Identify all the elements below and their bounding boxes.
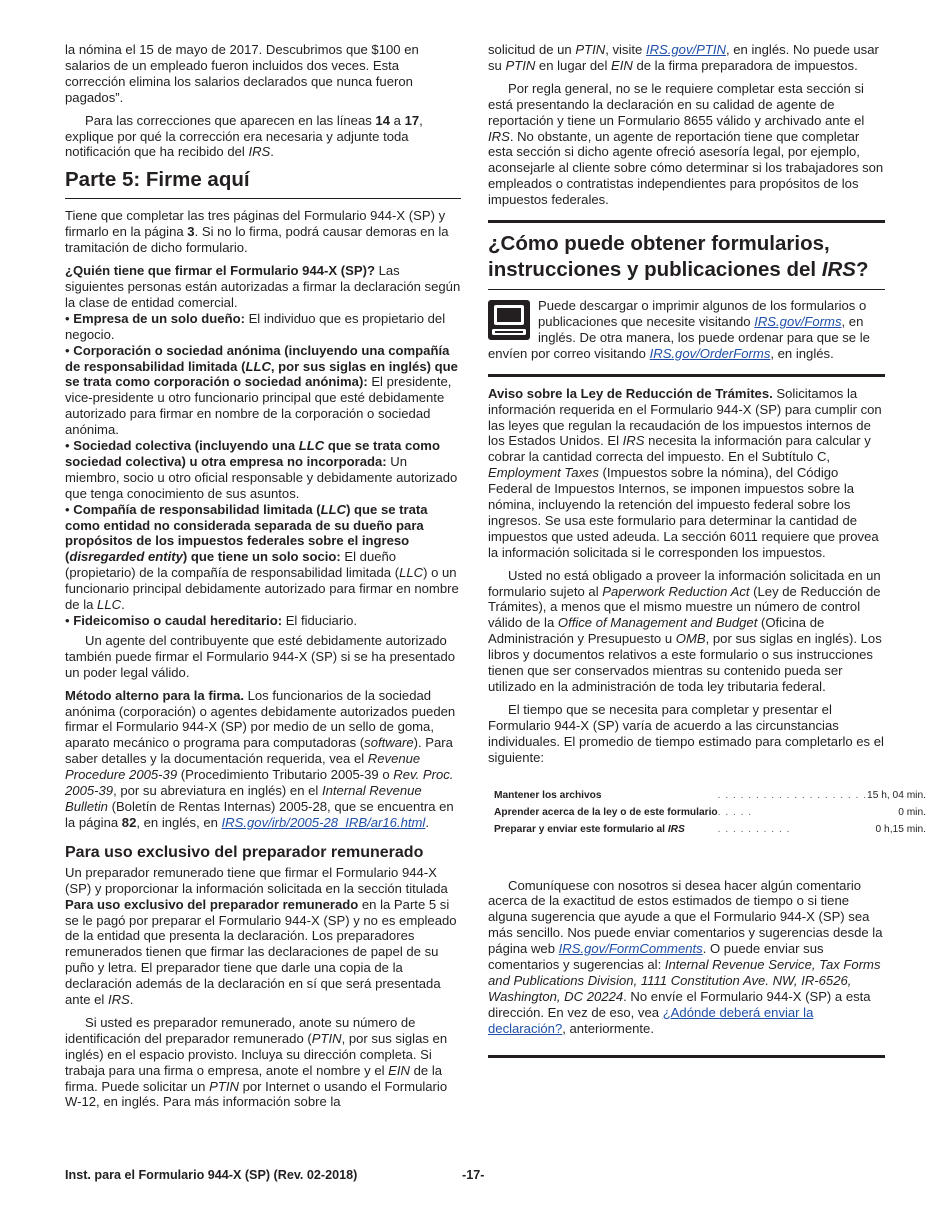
divider (488, 1055, 885, 1058)
footer-form-title: Inst. para el Formulario 944-X (SP) (Rev. 02-2018) (65, 1168, 358, 1182)
page-number: -17- (462, 1168, 485, 1182)
paragraph: Si usted es preparador remunerado, anote su número de identificación del preparador remunerado (PTIN, por sus siglas en inglés) en el espacio provisto. Incluya su dirección completa. Si trabaja para una firma o empresa, anote el nombre y el EIN de la firma. Puede solicitar un PTIN por Internet o usando el Formulario W-12, en inglés. Para más información sobre la (65, 1014, 448, 1110)
paragraph: Para las correcciones que aparecen en las líneas 14 a 17, explique por qué la corrección era necesaria y adjunte toda notificación que ha recibido del IRS. (65, 112, 423, 160)
where-to-file-link[interactable]: ¿Adónde deberá enviar la declaración? (488, 1004, 814, 1036)
divider (488, 374, 885, 377)
paragraph: Un agente del contribuyente que esté debidamente autorizado también puede firmar el Formulario 944-X (SP) si se ha presentado un poder legal válido. (65, 632, 456, 680)
time-estimates-table (494, 787, 926, 838)
time-value: 0 min. (898, 806, 926, 818)
paragraph: Un preparador remunerado tiene que firmar el Formulario 944-X (SP) y proporcionar la información solicitada en la sección titulada Para uso exclusivo del preparador remunerado en la Parte 5 si se le pagó por preparar el Formulario 944-X (SP) y no es empleado de la entidad que presenta la declaración. Los preparadores remunerados tienen que firmar las declaraciones de papel de su puño y letra. El preparador tiene que darle una copia de la declaración además de la declaración en sí que será presentada ante el IRS. (65, 864, 457, 1008)
dot-leader: . . . . . . . . . . . . . . . . . . . . (717, 789, 868, 801)
computer-icon (488, 300, 530, 340)
paragraph: solicitud de un PTIN, visite IRS.gov/PTIN, en inglés. No puede usar su PTIN en lugar del EIN de la firma preparadora de impuestos. (488, 42, 879, 73)
irb-link[interactable]: IRS.gov/irb/2005-28_IRB/ar16.html (221, 814, 426, 830)
paragraph: Método alterno para la firma. Los funcionarios de la sociedad anónima (corporación) o agentes debidamente autorizados pueden firmar el Formulario 944-X (SP) por medio de un sello de goma, aparato mecánico o programa para computadoras (software). Para saber detalles y la documentación requerida, vea el Revenue Procedure 2005-39 (Procedimiento Tributario 2005-39 o Rev. Proc. 2005-39, por su abreviatura en inglés) en el Internal Revenue Bulletin (Boletín de Rentas Internas) 2005-28, que se encuentra en la página 82, en inglés, en IRS.gov/irb/2005-28_IRB/ar16.html. (65, 687, 456, 830)
time-label: Preparar y enviar este formulario al IRS (494, 823, 685, 835)
paragraph: Aviso sobre la Ley de Reducción de Trámites. Solicitamos la información requerida en el Formulario 944-X (SP) para cumplir con las leyes que regulan la recaudación de los impuestos internos de los Estados Unidos. El IRS necesita la información para calcular y cobrar la cantidad correcta del impuesto. En el Subtítulo C, Employment Taxes (Impuestos sobre la nómina), del Código Federal de Impuestos Internos, se imponen impuestos sobre la nómina, incluyendo la retención del impuesto federal sobre los ingresos. Se usa este formulario para determinar la cantidad de impuestos que usted adeuda. La sección 6011 requiere que provea la información solicitada si le corresponden los impuestos. (488, 385, 882, 560)
paragraph: Usted no está obligado a proveer la información solicitada en un formulario sujeto al Paperwork Reduction Act (Ley de Reducción de Trámites), a menos que el mismo muestre un número de control válido de la Office of Management and Budget (Oficina de Administración y Presupuesto u OMB, por sus siglas en inglés). Los libros y documentos relativos a este formulario o sus instrucciones tienen que ser conservados mientras su contenido pueda ser utilizado en la administración de toda ley tributaria federal. (488, 567, 882, 694)
paragraph: Puede descargar o imprimir algunos de los formularios o publicaciones que necesite visitando IRS.gov/Forms, en inglés. De otra manera, los puede ordenar para que se le envíen por correo visitando IRS.gov/OrderForms, en inglés. (488, 298, 870, 361)
table-row (494, 821, 926, 838)
section-heading-preparer: Para uso exclusivo del preparador remunerado (65, 843, 424, 861)
paragraph: ¿Quién tiene que firmar el Formulario 944-X (SP)? Las siguientes personas están autorizadas a firmar la declaración según la clase de entidad comercial. (65, 263, 461, 310)
dot-leader: . . . . . (717, 806, 753, 818)
section-heading-part5: Parte 5: Firme aquí (65, 167, 461, 199)
list-item: • Fideicomiso o caudal hereditario: El fiduciario. (65, 613, 358, 628)
table-row (494, 804, 926, 821)
table-row (494, 787, 926, 804)
forms-info-box (488, 298, 885, 362)
paragraph: Tiene que completar las tres páginas del Formulario 944-X (SP) y firmarlo en la página 3. Si no lo firma, podrá causar demoras en la tramitación de dicho formulario. (65, 208, 449, 256)
right-column (488, 42, 926, 1058)
list-item: • Corporación o sociedad anónima (incluyendo una compañía de responsabilidad limitada (LLC, por sus siglas en inglés) que se trata como corporación o sociedad anónima): El presidente, vice-presidente u otro funcionario principal que esté debidamente autorizado para firmar en nombre de la corporación o sociedad anónima. (65, 342, 458, 438)
ptin-link[interactable]: IRS.gov/PTIN (645, 42, 726, 57)
paragraph: Comuníquese con nosotros si desea hacer algún comentario acerca de la exactitud de estos estimados de tiempo o si tiene alguna sugerencia que ayude a que el Formulario 944-X (SP) sea más sencillo. Nos puede enviar comentarios y sugerencias desde la página web IRS.gov/FormComments. O puede enviar sus comentarios y sugerencias al: Internal Revenue Service, Tax Forms and Publications Division, 1111 Constitution Ave. NW, IR-6526, Washington, DC 20224. No envíe el Formulario 944-X (SP) a esta dirección. En vez de eso, vea ¿Adónde deberá enviar la declaración?, anteriormente. (488, 877, 883, 1036)
time-label: Mantener los archivos (494, 789, 602, 801)
paragraph: la nómina el 15 de mayo de 2017. Descubrimos que $100 en salarios de un empleado fueron incluidos dos veces. Esta corrección elimina los salarios declarados que nunca fueron pagados”. (65, 42, 419, 105)
left-column (65, 42, 461, 1117)
orderforms-link[interactable]: IRS.gov/OrderForms (649, 345, 771, 361)
section-heading-forms: ¿Cómo puede obtener formularios, instrucciones y publicaciones del IRS? (488, 220, 885, 290)
time-label: Aprender acerca de la ley o de este formulario (494, 806, 718, 818)
formcomments-link[interactable]: IRS.gov/FormComments (558, 941, 703, 957)
time-value: 15 h, 04 min. (867, 789, 926, 801)
list-item: • Compañía de responsabilidad limitada (LLC) que se trata como entidad no considerada separada de su dueño para propósitos de los impuestos federales sobre el ingreso (disregarded entity) que tiene un solo socio: El dueño (propietario) de la compañía de responsabilidad limitada (LLC) o un funcionario principal debidamente autorizado para firmar en nombre de la LLC. (65, 501, 459, 613)
list-item: • Sociedad colectiva (incluyendo una LLC que se trata como sociedad colectiva) u otra empresa no incorporada: Un miembro, socio u otro oficial responsable y debidamente autorizado que tenga conocimiento de sus asuntos. (65, 438, 458, 501)
time-value: 0 h,15 min. (875, 823, 926, 835)
list-item: • Empresa de un solo dueño: El individuo que es propietario del negocio. (65, 310, 446, 342)
paragraph: El tiempo que se necesita para completar y presentar el Formulario 944-X (SP) varía de acuerdo a las circunstancias individuales. El promedio de tiempo estimado para completarlo es el siguiente: (488, 701, 884, 765)
paragraph: Por regla general, no se le requiere completar esta sección si está presentando la declaración en su calidad de agente de reportación y tiene un Formulario 8655 válido y archivado ante el IRS. No obstante, un agente de reportación tiene que completar esta sección si dicho agente ofreció asesoría legal, por ejemplo, aconsejarle al cliente sobre cómo determinar si los trabajadores son empleados o contratistas independientes para propósitos de los impuestos federales. (488, 80, 884, 208)
dot-leader: . . . . . . . . . . (717, 823, 791, 835)
forms-link[interactable]: IRS.gov/Forms (754, 313, 842, 329)
